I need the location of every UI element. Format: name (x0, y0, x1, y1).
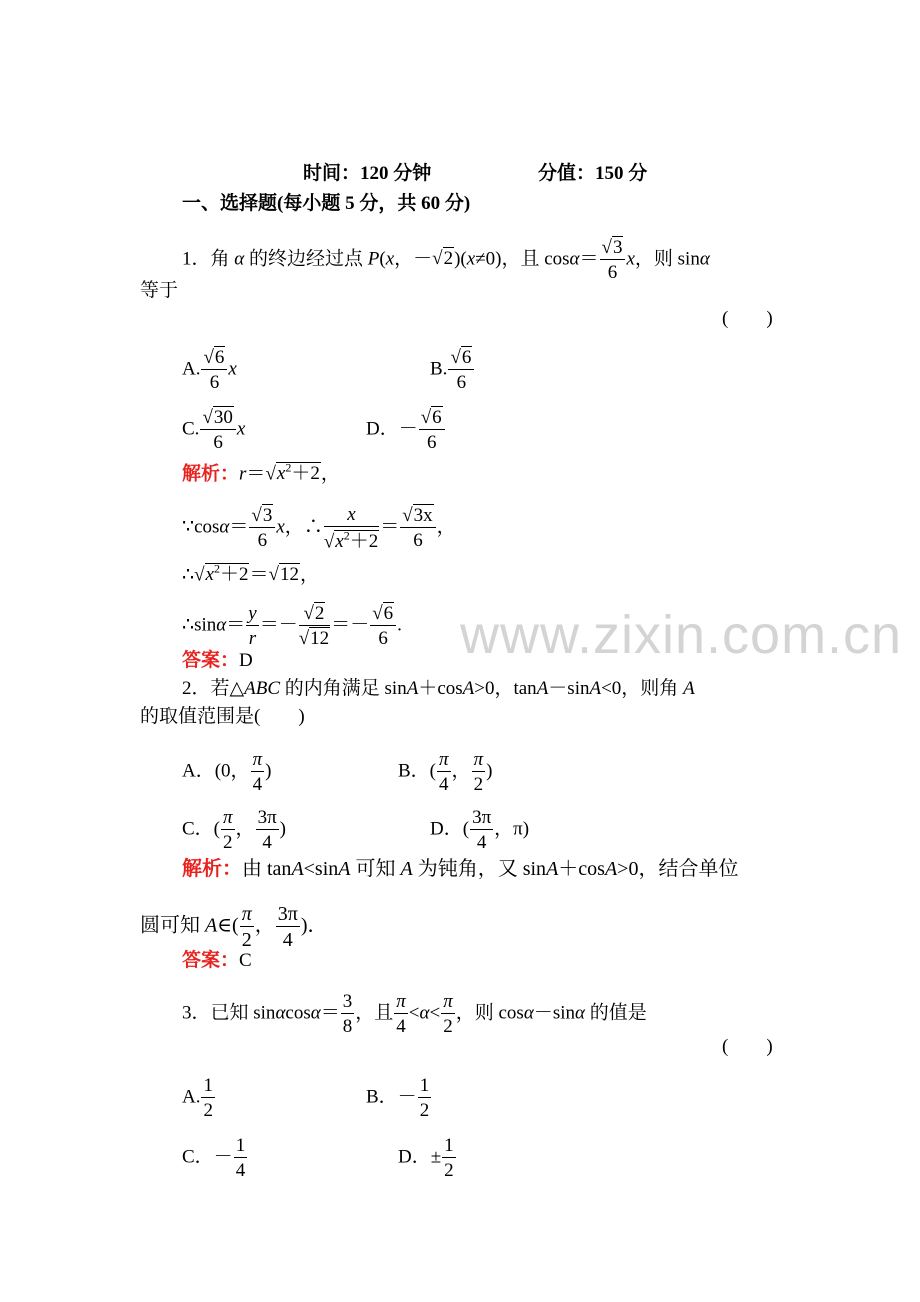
q1-analysis-line2: ∵cosα＝ $\frac{√3}{6}$ x，∴ $\frac{x}{√x^2+2}$ ＝ $\frac{√3x}{6}$ ， (182, 504, 456, 553)
q3-option-c: C．－ $\frac{1}{4}$ (182, 1135, 246, 1181)
q1-analysis-line1: 解析：$r=√x^2+2$， (182, 461, 340, 485)
q1-option-c: C. $\frac{√30}{6}$ x (182, 407, 246, 453)
q2-analysis-line2: 圆可知 A∈( $\frac{\pi}{2}$ ， $\frac{3\pi}{4}$ )． (140, 903, 328, 951)
q2-option-c: C．( $\frac{\pi}{2}$ ， $\frac{3\pi}{4}$ ) (182, 807, 286, 853)
q1-analysis-line4: ∴sinα＝ $\frac{y}{r}$ ＝－ $\frac{√2}{√12}$ ＝－ $\frac{√6}{6}$ . (182, 603, 402, 649)
q3-option-d: D．± $\frac{1}{2}$ (398, 1135, 454, 1181)
q1-answer-bracket: ( ) (722, 308, 773, 329)
q2-option-b: B．( $\frac{\pi}{4}$ ， $\frac{\pi}{2}$ ) (398, 749, 493, 795)
q1-stem-cont: 等于 (140, 280, 179, 301)
q1-option-a: A. $\frac{√6}{6}$ x (182, 347, 237, 393)
watermark: www.zixin.com.cn (460, 605, 903, 665)
q1-analysis-line3: $\therefore√x^2+2=√12$， (182, 562, 319, 586)
time-label: 时间：120 分钟 (303, 163, 432, 184)
q3-stem: 3．已知 sinαcosα＝ $\frac{3}{8}$ ，且 $\frac{\pi}{4}$ <α< $\frac{\pi}{2}$ ，则 cosα－sinα 的值是 (182, 991, 647, 1037)
q3-option-b: B．－ $\frac{1}{2}$ (366, 1075, 430, 1121)
q2-stem: 2．若△ABC 的内角满足 sinA＋cosA>0，tanA－sinA<0，则角 A (182, 678, 695, 699)
section-title: 一、选择题(每小题 5 分，共 60 分) (182, 193, 471, 214)
q1-option-b: B. $\frac{√6}{6}$ (430, 348, 475, 392)
q1-stem: 1．角 α 的终边经过点 P(x，－√2)(x≠0)，且 cosα＝ $\frac{√3}{6}$ x，则 sinα (182, 237, 710, 283)
q1-option-d: D．－ $\frac{√6}{6}$ (366, 408, 446, 452)
q2-answer: 答案：C (182, 950, 252, 971)
q3-option-a: A. $\frac{1}{2}$ (182, 1075, 213, 1121)
q1-answer: 答案：D (182, 650, 253, 671)
q2-option-d: D．( $\frac{3\pi}{4}$ ，π) (430, 807, 530, 853)
q2-stem-cont: 的取值范围是( ) (140, 706, 305, 727)
q2-option-a: A．(0， $\frac{\pi}{4}$ ) (182, 749, 272, 795)
q3-answer-bracket: ( ) (722, 1036, 773, 1057)
q2-analysis-line1: 解析：由 tanA<sinA 可知 A 为钝角，又 sinA＋cosA>0，结合单位 (182, 858, 739, 880)
score-label: 分值：150 分 (538, 163, 648, 184)
